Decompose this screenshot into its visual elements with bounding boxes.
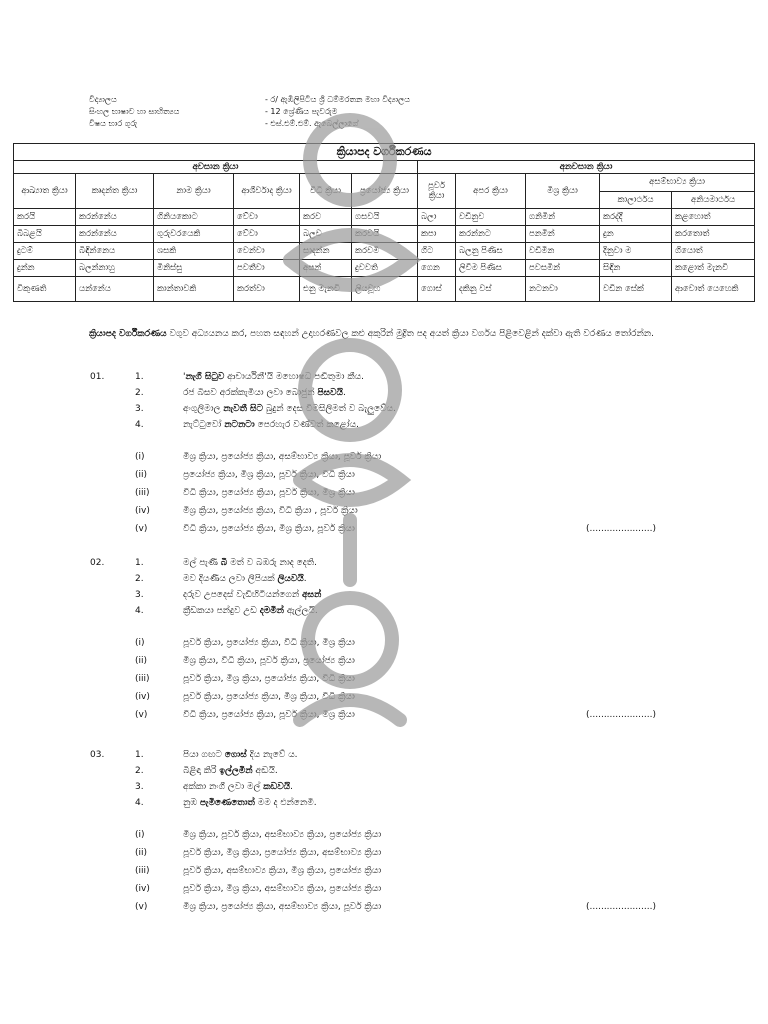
answer-option	[135, 710, 355, 720]
sentence-number: 2.	[135, 388, 144, 398]
answer-option	[135, 656, 355, 666]
table-cell: දුවවති	[352, 260, 418, 277]
answer-option	[135, 866, 381, 876]
table-cell: පනමින්	[526, 226, 600, 243]
option-text: පූර්ව ක්‍රියා, මිශ්‍ර ක්‍රියා, ප්‍රයෝජ්‍ය ක්‍රියා, අසම්භාව්‍ය ක්‍රියා	[183, 848, 382, 858]
example-sentence	[135, 372, 364, 382]
table-title: ක්‍රියාපද වර්ගීකරණය	[14, 144, 755, 161]
sentence-verb-bold: අසන්	[302, 590, 322, 600]
table-cell: කපා	[418, 226, 456, 243]
option-number: (v)	[135, 710, 148, 720]
sentence-text: ක්‍රීඩකයා පන්දුව උඩ	[183, 606, 260, 616]
sentence-text: මව දියණිය ලවා ලිපියක්	[183, 574, 278, 584]
table-cell: ලිවීම පිණිස	[456, 260, 526, 277]
option-text: මිශ්‍ර ක්‍රියා, පූර්ව ක්‍රියා, අසම්භාව්‍ය ක්‍රියා, ප්‍රයෝජ්‍ය ක්‍රියා	[183, 830, 382, 840]
sentence-verb-bold: දමමින්	[259, 606, 284, 616]
example-sentence	[135, 388, 346, 398]
table-cell: බලව	[300, 226, 352, 243]
table-cell: දුන්න	[14, 260, 76, 277]
sentence-text: .	[303, 574, 307, 584]
column-header: පූර්ව ක්‍රියා	[418, 174, 456, 209]
table-cell: කරන්නේය	[76, 226, 154, 243]
table-cell: කාන්තාවකි	[154, 277, 234, 302]
example-sentence	[135, 574, 307, 584]
table-cell: බිඳින්නෙය	[76, 243, 154, 260]
sentence-verb-bold: පැමිණෙතොත්	[199, 798, 255, 808]
sentence-verb-bold: ගොස්	[224, 750, 247, 760]
table-cell: ගොස්	[418, 277, 456, 302]
option-number: (iv)	[135, 884, 150, 894]
option-number: (i)	[135, 830, 145, 840]
example-sentence	[135, 782, 293, 792]
table-cell: බිබළයි	[14, 226, 76, 243]
table-cell: ගිට	[418, 243, 456, 260]
table-cell: සාදන්න	[300, 243, 352, 260]
example-sentence	[135, 590, 321, 600]
option-number: (ii)	[135, 470, 148, 480]
sentence-text: '	[183, 372, 186, 382]
table-row	[14, 277, 755, 302]
table-cell: කරත්වා	[234, 277, 300, 302]
table-cell: එනු මැනවි	[300, 277, 352, 302]
table-cell: කළහොත්	[672, 209, 755, 226]
option-number: (iv)	[135, 506, 150, 516]
sentence-number: 4.	[135, 798, 144, 808]
table-cell: අසන්	[300, 260, 352, 277]
header-value: - 12 ශ්‍රේණිය පැවරුම	[265, 107, 338, 116]
table-row	[14, 226, 755, 243]
table-row	[14, 260, 755, 277]
header-key: විෂය භාර ගුරු	[89, 119, 138, 128]
verb-classification-table	[13, 143, 755, 302]
subcolumn-header: කාලාර්ථය	[600, 191, 672, 209]
question-number: 01.	[90, 372, 105, 382]
option-number: (iii)	[135, 866, 150, 876]
table-cell: කරවමි	[352, 243, 418, 260]
sentence-number: 2.	[135, 574, 144, 584]
table-cell: යන්නේය	[76, 277, 154, 302]
sentence-text: දිය නැවේ ය.	[246, 750, 298, 760]
table-cell: දුන	[600, 226, 672, 243]
column-header: ආඛ්‍යාත ක්‍රියා	[14, 174, 76, 209]
table-cell: කළොත් මැනවි	[672, 260, 755, 277]
option-text: පූර්ව ක්‍රියා, ප්‍රයෝජ්‍ය ක්‍රියා, මිශ්‍ර ක්‍රියා, විධි ක්‍රියා	[183, 692, 355, 702]
table-cell: කරන්නට	[456, 226, 526, 243]
sentence-number: 3.	[135, 590, 144, 600]
answer-blank: (......................)	[586, 524, 656, 534]
table-cell: බලන්නාහු	[76, 260, 154, 277]
table-cell: බලා	[418, 209, 456, 226]
table-cell: විකුණති	[14, 277, 76, 302]
sentence-number: 3.	[135, 782, 144, 792]
column-header: ආශීර්වාද ක්‍රියා	[234, 174, 300, 209]
option-text: මිශ්‍ර ක්‍රියා, ප්‍රයෝජ්‍ය ක්‍රියා, අසම්භාව්‍ය ක්‍රියා, පූර්ව ක්‍රියා	[183, 902, 382, 912]
table-cell: නටනවා	[526, 277, 600, 302]
sentence-verb-bold: ඉල්ලමින්	[219, 766, 253, 776]
answer-option	[135, 692, 355, 702]
option-text: විධි ක්‍රියා, ප්‍රයෝජ්‍ය ක්‍රියා, පූර්ව ක්‍රියා, මිශ්‍ර ක්‍රියා	[183, 488, 355, 498]
option-number: (ii)	[135, 656, 148, 666]
table-cell: වඩින සේක්	[600, 277, 672, 302]
table-cell: වෙන්වා	[234, 243, 300, 260]
sentence-text: ඇල්ලයි.	[283, 606, 318, 616]
answer-blank: (......................)	[586, 902, 656, 912]
subcolumn-header: අනියමාර්ථය	[672, 191, 755, 209]
table-cell: කරන්නේය	[76, 209, 154, 226]
table-cell: වේවා	[234, 209, 300, 226]
sentence-text: මම ද එන්නෙමි.	[254, 798, 317, 808]
table-cell: දුටම්	[14, 243, 76, 260]
sentence-text: නැට්ටුවෝ	[183, 420, 225, 430]
example-sentence	[135, 798, 317, 808]
table-cell: කරද්දී	[600, 209, 672, 226]
sentence-text: අංගුලිමාල	[183, 404, 224, 414]
question-block	[90, 372, 710, 542]
option-number: (v)	[135, 902, 148, 912]
table-cell: ගිනියකොට	[154, 209, 234, 226]
option-number: (ii)	[135, 848, 148, 858]
table-cell: සිඳින	[600, 260, 672, 277]
example-sentence	[135, 766, 278, 776]
option-text: මිශ්‍ර ක්‍රියා, විධි ක්‍රියා, පූර්ව ක්‍රියා, ප්‍රයෝජ්‍ය ක්‍රියා	[183, 656, 355, 666]
option-text: පූර්ව ක්‍රියා, මිශ්‍ර ක්‍රියා, අසම්භාව්‍ය ක්‍රියා, ප්‍රයෝජ්‍ය ක්‍රියා	[183, 884, 382, 894]
instructions	[89, 326, 689, 342]
sentence-number: 4.	[135, 606, 144, 616]
example-sentence	[135, 606, 318, 616]
option-number: (i)	[135, 638, 145, 648]
header-key: විද්‍යාලය	[89, 95, 117, 104]
answer-option	[135, 524, 355, 534]
sentence-verb-bold: නැවතී සිට	[223, 404, 263, 414]
document-header	[89, 94, 410, 130]
sentence-number: 1.	[135, 750, 144, 760]
option-text: ප්‍රයෝජ්‍ය ක්‍රියා, මිශ්‍ර ක්‍රියා, පූර්ව ක්‍රියා, විධි ක්‍රියා	[183, 470, 355, 480]
sentence-verb-bold: නැගී සිටුව	[185, 372, 225, 382]
table-cell: ගුරුවරයෙකි	[154, 226, 234, 243]
sentence-text: මල් පැණි	[183, 558, 221, 568]
option-number: (iii)	[135, 488, 150, 498]
table-cell: වඩිනුව	[456, 209, 526, 226]
table-cell: ගනිමින්	[526, 209, 600, 226]
option-number: (iv)	[135, 692, 150, 702]
table-cell: මිනිස්සු	[154, 260, 234, 277]
table-cell: බලනු පිණිස	[456, 243, 526, 260]
example-sentence	[135, 404, 396, 414]
sentence-verb-bold: ලියවයි	[277, 574, 304, 584]
answer-option	[135, 884, 381, 894]
table-cell: කරයි	[14, 209, 76, 226]
option-number: (v)	[135, 524, 148, 534]
question-number: 02.	[90, 558, 105, 568]
option-text: විධි ක්‍රියා, ප්‍රයෝජ්‍ය ක්‍රියා, මිශ්‍ර ක්‍රියා, පූර්ව ක්‍රියා	[183, 524, 355, 534]
column-header: කෘදන්ත ක්‍රියා	[76, 174, 154, 209]
group-header-nonfinite: අනවසාන ක්‍රියා	[418, 161, 755, 174]
answer-option	[135, 638, 355, 648]
table-row	[14, 243, 755, 260]
header-row-school	[89, 94, 410, 106]
sentence-text: රජ බිසව අරක්කැමියා ලවා බොජුන්	[183, 388, 318, 398]
column-header: විධි ක්‍රියා	[300, 174, 352, 209]
option-text: විධි ක්‍රියා, ප්‍රයෝජ්‍ය ක්‍රියා, පූර්ව ක්‍රියා, මිශ්‍ර ක්‍රියා	[183, 710, 355, 720]
group-header-finite: අවසාන ක්‍රියා	[14, 161, 418, 174]
sentence-text: මත් ව බඹරු නාද දෙති.	[227, 558, 317, 568]
answer-option	[135, 830, 381, 840]
table-row	[14, 209, 755, 226]
sentence-text: පියා ගඟට	[183, 750, 225, 760]
column-header: මිශ්‍ර ක්‍රියා	[526, 174, 600, 209]
option-text: පූර්ව ක්‍රියා, අසම්භාව්‍ය ක්‍රියා, මිශ්‍ර ක්‍රියා, ප්‍රයෝජ්‍ය ක්‍රියා	[183, 866, 382, 876]
example-sentence	[135, 750, 298, 760]
option-text: මිශ්‍ර ක්‍රියා, ප්‍රයෝජ්‍ය ක්‍රියා, අසම්භාව්‍ය ක්‍රියා, පූර්ව ක්‍රියා	[183, 452, 382, 462]
option-number: (i)	[135, 452, 145, 462]
answer-option	[135, 470, 355, 480]
table-body	[14, 209, 755, 302]
instructions-bold: ක්‍රියාපද වර්ගීකරණය	[89, 329, 167, 339]
option-text: පූර්ව ක්‍රියා, මිශ්‍ර ක්‍රියා, ප්‍රයෝජ්‍ය ක්‍රියා, විධි ක්‍රියා	[183, 674, 355, 684]
table-cell: වේවා	[234, 226, 300, 243]
sentence-text: නුඹ	[183, 798, 200, 808]
sentence-text: .	[290, 782, 294, 792]
column-header: අපර ක්‍රියා	[456, 174, 526, 209]
sentence-number: 1.	[135, 372, 144, 382]
answer-option	[135, 902, 381, 912]
instructions-text: වගුව අධ්‍යයනය කර, පහත සඳහන් උදාහරණවල කළු අකුරින් මුද්‍රිත පද අයත් ක්‍රියා වර්ගය පිළිවෙළින් දක්වා ඇති වරණය තෝරන්න.	[166, 329, 654, 339]
option-text: පූර්ව ක්‍රියා, ප්‍රයෝජ්‍ය ක්‍රියා, විධි ක්‍රියා, මිශ්‍ර ක්‍රියා	[183, 638, 355, 648]
sentence-text: අක්කා නංගී ලවා මල්	[183, 782, 264, 792]
option-text: මිශ්‍ර ක්‍රියා, ප්‍රයෝජ්‍ය ක්‍රියා, විධි ක්‍රියා , පූර්ව ක්‍රියා	[183, 506, 358, 516]
table-cell: පවතීවා	[234, 260, 300, 277]
sentence-text: දරුව උපදෙස් වැඩිහිටියන්ගෙන්	[183, 590, 302, 600]
table-cell: ලියවූහ	[352, 277, 418, 302]
column-header: ප්‍රයෝජ්‍ය ක්‍රියා	[352, 174, 418, 209]
column-header: අසම්භාව්‍ය ක්‍රියා	[600, 174, 755, 192]
table-cell: කරතොත්	[672, 226, 755, 243]
column-header: නාම ක්‍රියා	[154, 174, 234, 209]
sentence-text: ආචාර්යිනී'යි මහොෂධ පඬිතුමා කීය.	[224, 372, 364, 382]
sentence-number: 3.	[135, 404, 144, 414]
sentence-verb-bold: බී	[220, 558, 228, 568]
answer-option	[135, 674, 355, 684]
question-number: 03.	[90, 750, 105, 760]
option-number: (iii)	[135, 674, 150, 684]
sentence-verb-bold: නටනටා	[224, 420, 255, 430]
table-cell: ගෙන	[418, 260, 456, 277]
sentence-number: 4.	[135, 420, 144, 430]
header-row-teacher	[89, 118, 410, 130]
question-block	[90, 750, 710, 920]
sentence-text: අඬයි.	[252, 766, 278, 776]
sentence-text: පෙරහැර වණ්වත් කළෝය.	[254, 420, 359, 430]
table-cell: ගසවයි	[352, 209, 418, 226]
table-cell: දිනුවා ම	[600, 243, 672, 260]
sentence-text: .	[342, 388, 346, 398]
table-cell: කරව	[300, 209, 352, 226]
table-cell: ගියොත්	[672, 243, 755, 260]
table-cell: පවසමින්	[526, 260, 600, 277]
answer-option	[135, 848, 381, 858]
sentence-text: බිළිඳා කිරි	[183, 766, 220, 776]
table-cell: කරවයි	[352, 226, 418, 243]
header-key: සිංහල භාෂාව හා සාහිත්‍යය	[89, 107, 180, 116]
question-block	[90, 558, 710, 728]
table-cell: ශසකි	[154, 243, 234, 260]
sentence-verb-bold: පිසවයි	[317, 388, 343, 398]
table-cell: වඩිමින	[526, 243, 600, 260]
header-value: - ර/ ඇඹිලිපිටිය ශ්‍රී ධම්මරතන මහා විද්‍යාලය	[265, 95, 410, 104]
answer-option	[135, 452, 381, 462]
sentence-verb-bold: කඩවයි	[263, 782, 291, 792]
example-sentence	[135, 558, 317, 568]
sentence-number: 2.	[135, 766, 144, 776]
sentence-text: බුදුන් දෙස විමසිලිමත් ව බැලුවේය.	[262, 404, 396, 414]
header-value: - එස්.එම්.එම්. ඇබෙල්ලාගේ	[265, 119, 359, 128]
table-cell: ආවොත් යෙහෙකි	[672, 277, 755, 302]
header-row-subject	[89, 106, 410, 118]
example-sentence	[135, 420, 359, 430]
answer-blank: (......................)	[586, 710, 656, 720]
answer-option	[135, 506, 358, 516]
table-cell: දකිනු වස්	[456, 277, 526, 302]
answer-option	[135, 488, 355, 498]
sentence-number: 1.	[135, 558, 144, 568]
